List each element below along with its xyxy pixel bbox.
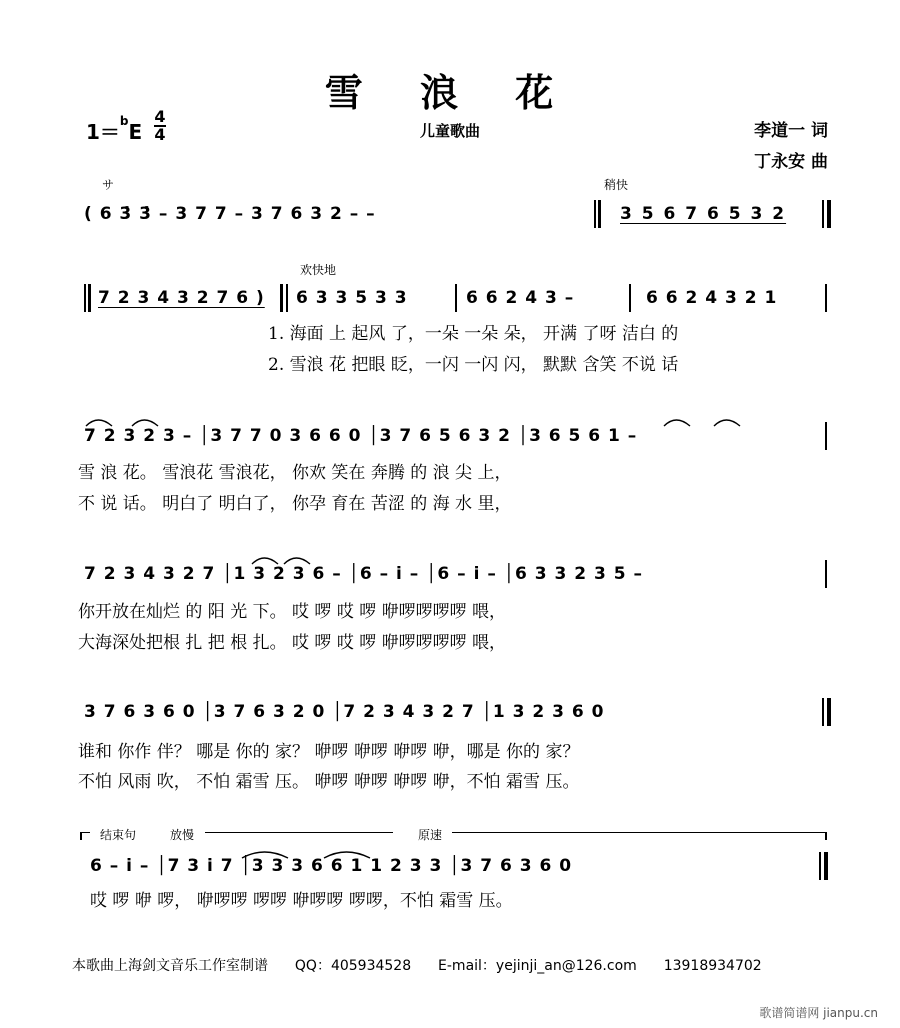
key-note: E xyxy=(128,120,143,144)
repeat-bar-close xyxy=(822,200,824,228)
phone-contact: 13918934702 xyxy=(663,958,762,974)
intro-notes-a: ( 6 3̇ 3̇ – 3 7 7 – 3 7 6 3 2 – – xyxy=(84,204,376,224)
ending-bracket-left xyxy=(80,832,90,833)
system5-notes: 6 – i – │7 3 i 7 │3 3 3 6 6 1 1 2 3 3 │3 7 6 3 6 0 xyxy=(90,856,573,876)
lyricist-credit: 李道一 词 xyxy=(754,121,828,141)
measure-notes: 6 6 2 4 3 2 1 xyxy=(646,288,778,308)
composer-credit: 丁永安 曲 xyxy=(754,152,828,172)
a-tempo-label: 原速 xyxy=(418,828,443,842)
barline xyxy=(825,284,827,312)
final-barline-thick xyxy=(824,852,828,880)
meter-bottom: 4 xyxy=(154,125,166,144)
barline xyxy=(629,284,631,312)
barline xyxy=(455,284,457,312)
system2-lyric-2: 不 说 话。 明白了 明白了， 你孕 育在 苦涩 的 海 水 里， xyxy=(78,494,512,514)
qq-contact: QQ：405934528 xyxy=(294,958,412,974)
final-barline-thin xyxy=(819,852,821,880)
system5-lyric: 哎 啰 咿 啰， 咿啰啰 啰啰 咿啰啰 啰啰，不怕 霜雪 压。 xyxy=(90,891,513,911)
flat-sign: b xyxy=(119,114,129,128)
free-tempo-mark: サ xyxy=(102,178,115,192)
studio-credit: 本歌曲上海剑文音乐工作室制谱 xyxy=(72,958,268,974)
system2-notes: 7 2 3 2 3 – │3 7 7 0 3 6 6 0 │3 7 6 5 6 3 2 │3 6 5 6 1 – xyxy=(84,426,638,446)
system3-notes: 7 2 3 4 3 2 7 │1 3 2 3 6 – │6 – i – │6 – i – │6 3 3 2 3 5 – xyxy=(84,564,643,584)
ending-bracket-tick-right xyxy=(825,832,827,840)
barline xyxy=(825,422,827,450)
barline xyxy=(280,284,283,312)
footer xyxy=(72,955,762,975)
site-watermark: 歌谱简谱网 jianpu.cn xyxy=(759,1006,878,1020)
ritardando-label: 放慢 xyxy=(170,828,195,842)
key-label: 1＝ xyxy=(86,120,120,144)
email-contact: E-mail：yejinji_an@126.com xyxy=(438,958,637,974)
system4-lyric-1: 谁和 你作 伴？ 哪是 你的 家？ 咿啰 咿啰 咿啰 咿，哪是 你的 家？ xyxy=(78,742,580,762)
lyric-verse-1: 1. 海面 上 起风 了，一朵 一朵 朵， 开满 了呀 洁白 的 xyxy=(268,324,679,344)
ending-bracket-tick xyxy=(80,832,82,840)
system2-lyric-1: 雪 浪 花。 雪浪花 雪浪花， 你欢 笑在 奔腾 的 浪 尖 上， xyxy=(78,463,512,483)
system4-lyric-2: 不怕 风雨 吹， 不怕 霜雪 压。 咿啰 咿啰 咿啰 咿，不怕 霜雪 压。 xyxy=(78,772,580,792)
barline xyxy=(84,284,86,312)
ritardando-line xyxy=(205,832,393,833)
lyric-verse-2: 2. 雪浪 花 把眼 眨，一闪 一闪 闪， 默默 含笑 不说 话 xyxy=(268,355,679,375)
intro-notes-b: 3 5 6 7 6 5 3 2 xyxy=(620,204,787,224)
meter-top: 4 xyxy=(154,107,166,126)
system3-lyric-2: 大海深处把根 扎 把 根 扎。 哎 啰 哎 啰 咿啰啰啰啰 喂， xyxy=(78,633,507,653)
a-tempo-line xyxy=(452,832,826,833)
repeat-bar-open xyxy=(594,200,596,228)
system4-notes: 3 7 6 3 6 0 │3 7 6 3 2 0 │7 2 3 4 3 2 7 │1 3 2 3 6 0 xyxy=(84,702,605,722)
tempo-mark-cheerful: 欢快地 xyxy=(300,263,337,277)
repeat-bar-open-thick xyxy=(598,200,601,228)
barline xyxy=(286,284,288,312)
song-title: 雪 浪 花 xyxy=(324,70,576,115)
repeat-bar-close-thick xyxy=(827,698,831,726)
barline xyxy=(88,284,91,312)
measure-notes: 6 3 3 5 3 3 xyxy=(296,288,408,308)
repeat-bar-close xyxy=(822,698,824,726)
barline xyxy=(825,560,827,588)
genre-label: 儿童歌曲 xyxy=(419,122,480,140)
ending-label: 结束句 xyxy=(100,828,137,842)
measure-notes: 6 6 2 4 3 – xyxy=(466,288,575,308)
interlude-notes: 7 2 3 4 3 2 7 6 ) xyxy=(98,288,265,308)
system3-lyric-1: 你开放在灿烂 的 阳 光 下。 哎 啰 哎 啰 咿啰啰啰啰 喂， xyxy=(78,602,507,622)
tempo-mark-faster: 稍快 xyxy=(604,178,629,192)
repeat-bar-close-thick xyxy=(827,200,831,228)
